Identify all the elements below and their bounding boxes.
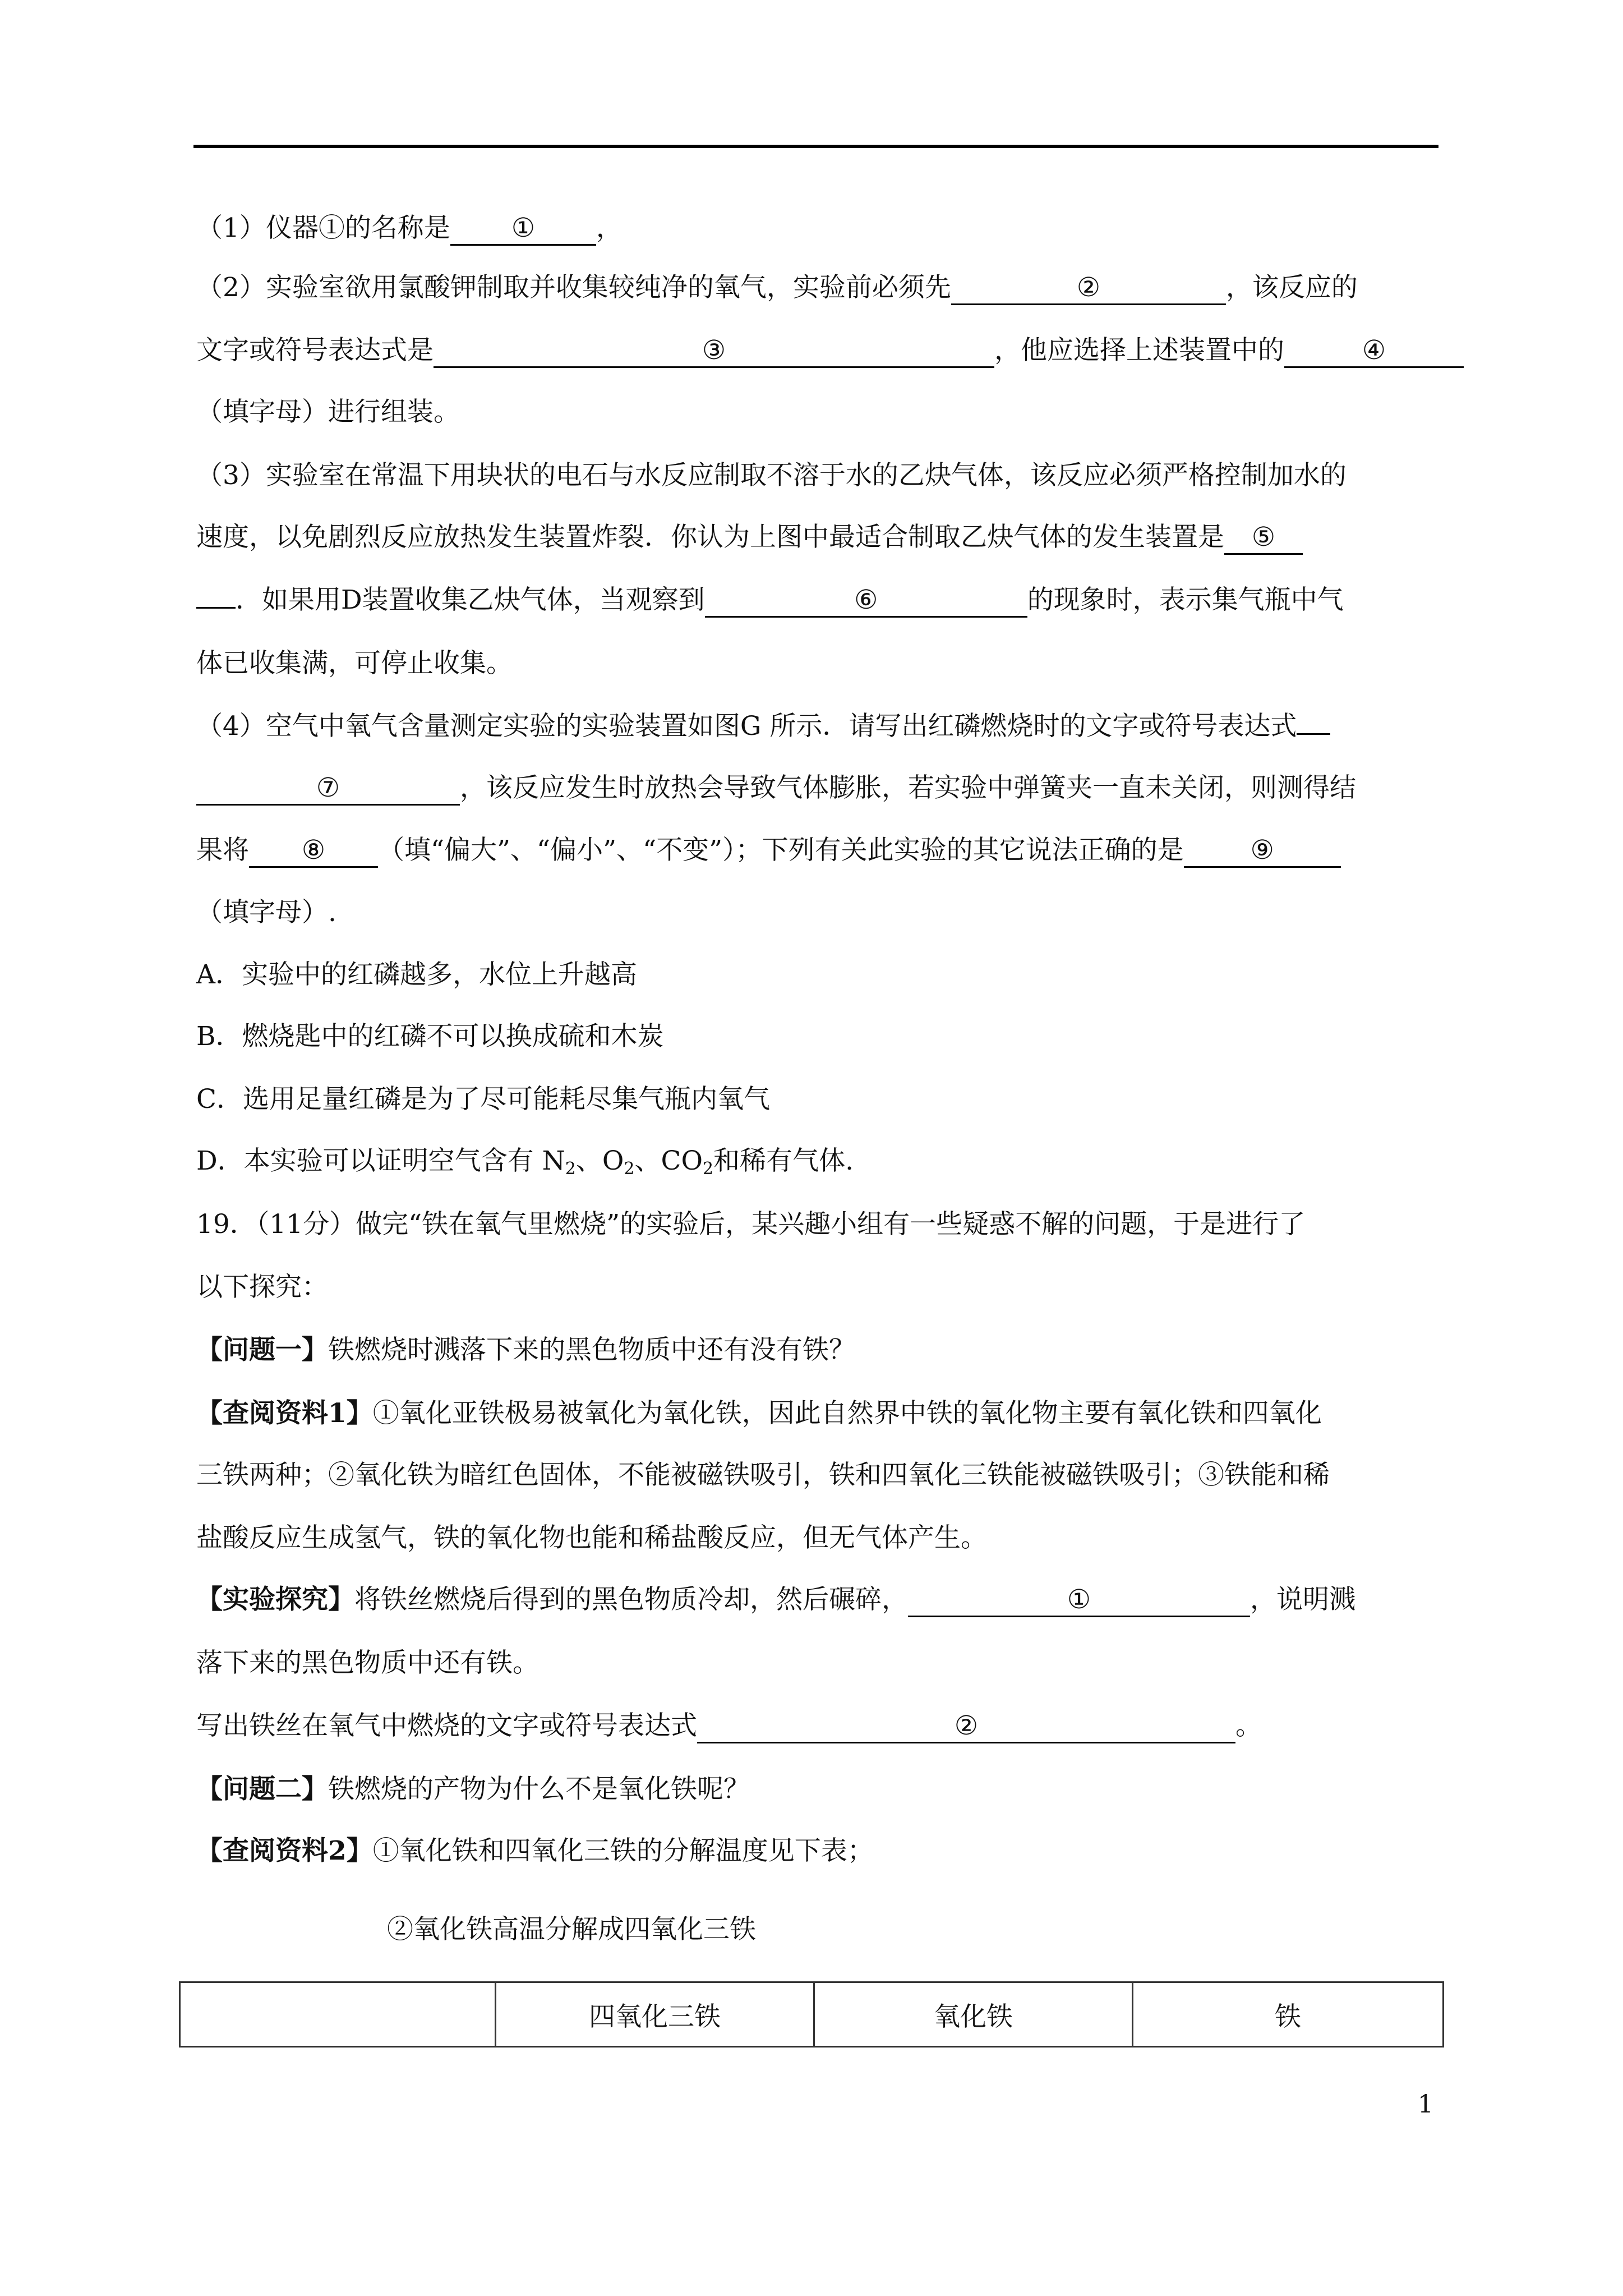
answer-blank-7-head — [1297, 733, 1330, 735]
q18-part4-line3: 果将 ⑧ （填“偏大”、“偏小”、“不变”）；下列有关此实验的其它说法正确的是 ⑨ — [196, 834, 1341, 868]
q18-part4: （4）空气中氧气含量测定实验的实验装置如图G 所示．请写出红磷燃烧时的文字或符号表达式 — [196, 710, 1330, 743]
answer-blank-4[interactable]: ④ — [1284, 335, 1464, 368]
answer-blank-5[interactable]: ⑤ — [1224, 522, 1303, 555]
decomposition-table — [179, 1981, 1444, 2047]
header-rule — [193, 145, 1438, 148]
q19-reference1-line2: 三铁两种；②氧化铁为暗红色固体，不能被磁铁吸引，铁和四氧化三铁能被磁铁吸引；③铁能和稀 — [196, 1460, 1330, 1490]
answer-blank-1[interactable]: ① — [450, 213, 596, 246]
table-header-cell: 氧化铁 — [814, 1982, 1133, 2047]
table-header-cell: 四氧化三铁 — [496, 1982, 814, 2047]
answer-blank-9[interactable]: ⑨ — [1184, 835, 1341, 868]
answer-blank-2[interactable]: ② — [951, 272, 1226, 305]
q18-part3-line4: 体已收集满，可停止收集。 — [196, 648, 513, 679]
q19-problem2: 【问题二】铁燃烧的产物为什么不是氧化铁呢？ — [196, 1774, 750, 1805]
option-b: B．燃烧匙中的红磷不可以换成硫和木炭 — [196, 1021, 664, 1052]
q19-reference1: 【查阅资料1】①氧化亚铁极易被氧化为氧化铁，因此自然界中铁的氧化物主要有氧化铁和四氧化 — [196, 1398, 1322, 1429]
answer-blank-6[interactable]: ⑥ — [705, 585, 1027, 618]
q19-reference2: 【查阅资料2】①氧化铁和四氧化三铁的分解温度见下表； — [196, 1835, 874, 1866]
table-header-cell — [180, 1982, 496, 2047]
answer-blank-5-tail — [196, 607, 236, 609]
q18-part3-line2: 速度，以免剧烈反应放热发生装置炸裂．你认为上图中最适合制取乙炔气体的发生装置是 ⑤ — [196, 521, 1303, 555]
q19-reference2-line2: ②氧化铁高温分解成四氧化三铁 — [387, 1914, 756, 1945]
q19-problem1: 【问题一】铁燃烧时溅落下来的黑色物质中还有没有铁？ — [196, 1335, 855, 1365]
option-d: D．本实验可以证明空气含有 $N_2$、$O_2$、$CO_2$和稀有气体. — [196, 1145, 854, 1179]
q18-part4-line2: ⑦ ，该反应发生时放热会导致气体膨胀，若实验中弹簧夹一直未关闭，则测得结 — [196, 771, 1356, 806]
q18-part3: （3）实验室在常温下用块状的电石与水反应制取不溶于水的乙炔气体，该反应必须严格控制加水的 — [196, 460, 1347, 491]
option-c: C．选用足量红磷是为了尽可能耗尽集气瓶内氧气 — [196, 1084, 770, 1115]
table-header-cell: 铁 — [1133, 1982, 1444, 2047]
q19-reference1-line3: 盐酸反应生成氢气，铁的氧化物也能和稀盐酸反应，但无气体产生。 — [196, 1522, 987, 1553]
q18-part4-line4: （填字母）. — [196, 897, 336, 928]
q19-heading-line2: 以下探究： — [196, 1272, 328, 1303]
q19-experiment-line2: 落下来的黑色物质中还有铁。 — [196, 1648, 539, 1678]
q18-part2: （2）实验室欲用氯酸钾制取并收集较纯净的氧气，实验前必须先 ② ，该反应的 — [196, 271, 1358, 305]
answer-blank-3[interactable]: ③ — [434, 335, 994, 368]
q18-part3-line3: ．如果用D装置收集乙炔气体，当观察到 ⑥ 的现象时，表示集气瓶中气 — [196, 583, 1344, 618]
answer-blank-19-2[interactable]: ② — [697, 1710, 1235, 1743]
option-a: A．实验中的红磷越多，水位上升越高 — [196, 959, 637, 990]
q19-equation: 写出铁丝在氧气中燃烧的文字或符号表达式 ② 。 — [196, 1709, 1262, 1743]
table-header-row — [180, 1982, 1444, 2047]
q18-part2-line3: （填字母）进行组装。 — [196, 397, 460, 427]
page-number: 1 — [1418, 2090, 1433, 2119]
q18-part1: （1）仪器①的名称是 ① ， — [196, 211, 623, 246]
answer-blank-7[interactable]: ⑦ — [196, 772, 460, 806]
q18-part2-line2: 文字或符号表达式是 ③ ，他应选择上述装置中的 ④ — [196, 334, 1464, 368]
answer-blank-19-1[interactable]: ① — [908, 1584, 1250, 1617]
answer-blank-8[interactable]: ⑧ — [249, 835, 378, 868]
q19-heading: 19．（11分）做完“铁在氧气里燃烧”的实验后，某兴趣小组有一些疑惑不解的问题，于是进行了 — [196, 1209, 1306, 1240]
q19-experiment: 【实验探究】将铁丝燃烧后得到的黑色物质冷却，然后碾碎， ① ，说明溅 — [196, 1583, 1355, 1617]
